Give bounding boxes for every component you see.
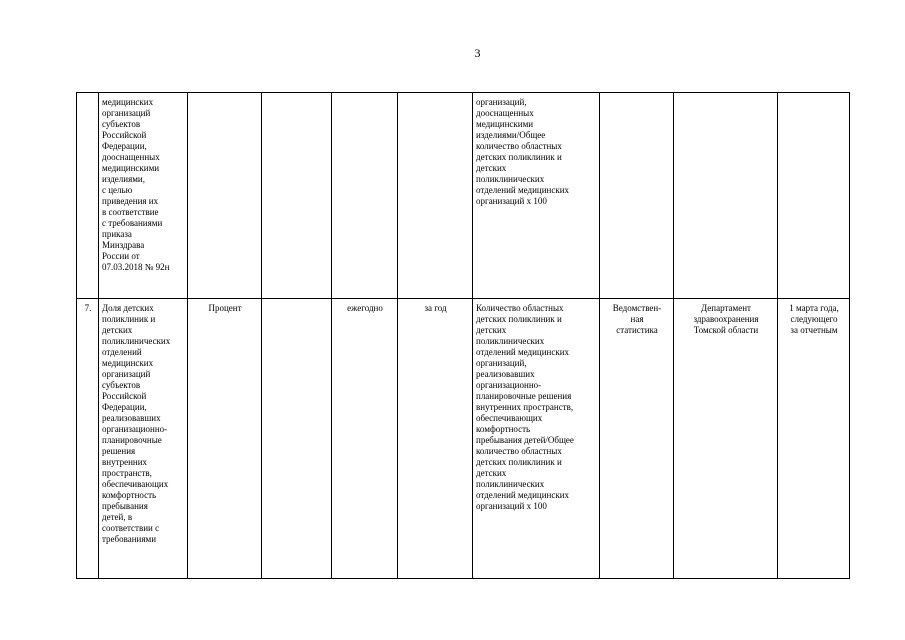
time-interval-cell xyxy=(398,93,473,299)
data-source-cell xyxy=(600,93,674,299)
unit-cell xyxy=(188,93,262,299)
calculation-formula-cell: организаций, дооснащенных медицинскими изделиями/Общее количество областных детских поликлиник и детских поликлинических отделений медицинских организаций х 100 xyxy=(473,93,600,299)
table-row xyxy=(77,93,850,299)
indicator-name-cell: медицинских организаций субъектов Российской Федерации, дооснащенных медицинскими изделиями, с целью приведения их в соответствие с требованиями приказа Минздрава России от 07.03.2018 № 92н xyxy=(99,93,188,299)
responsible-cell: Департамент здравоохранения Томской области xyxy=(674,299,778,579)
unit-cell: Процент xyxy=(188,299,262,579)
deadline-cell: 1 марта года, следующего за отчетным xyxy=(778,299,850,579)
periodicity-cell xyxy=(332,93,398,299)
data-source-cell: Ведомствен- ная статистика xyxy=(600,299,674,579)
periodicity-cell: ежегодно xyxy=(332,299,398,579)
row-number-cell xyxy=(77,93,99,299)
time-interval-cell: за год xyxy=(398,299,473,579)
empty-cell xyxy=(262,299,332,579)
row-number-cell: 7. xyxy=(77,299,99,579)
empty-cell xyxy=(262,93,332,299)
responsible-cell xyxy=(674,93,778,299)
table-row xyxy=(77,299,850,579)
page-number: 3 xyxy=(474,46,481,60)
indicators-table xyxy=(76,92,850,579)
deadline-cell xyxy=(778,93,850,299)
calculation-formula-cell: Количество областных детских поликлиник и детских поликлинических отделений медицинских организаций, реализовавших организационно- планировочные решения внутренних пространств, обеспечивающих комфортность пребывания детей/Общее количество областных детских поликлиник и детских поликлинических отделений медицинских организаций х 100 xyxy=(473,299,600,579)
indicator-name-cell: Доля детских поликлиник и детских поликлинических отделений медицинских организаций субъектов Российской Федерации, реализовавших организационно- планировочные решения внутренних пространств, обеспечивающих комфортность пребывания детей, в соответствии с требованиями xyxy=(99,299,188,579)
